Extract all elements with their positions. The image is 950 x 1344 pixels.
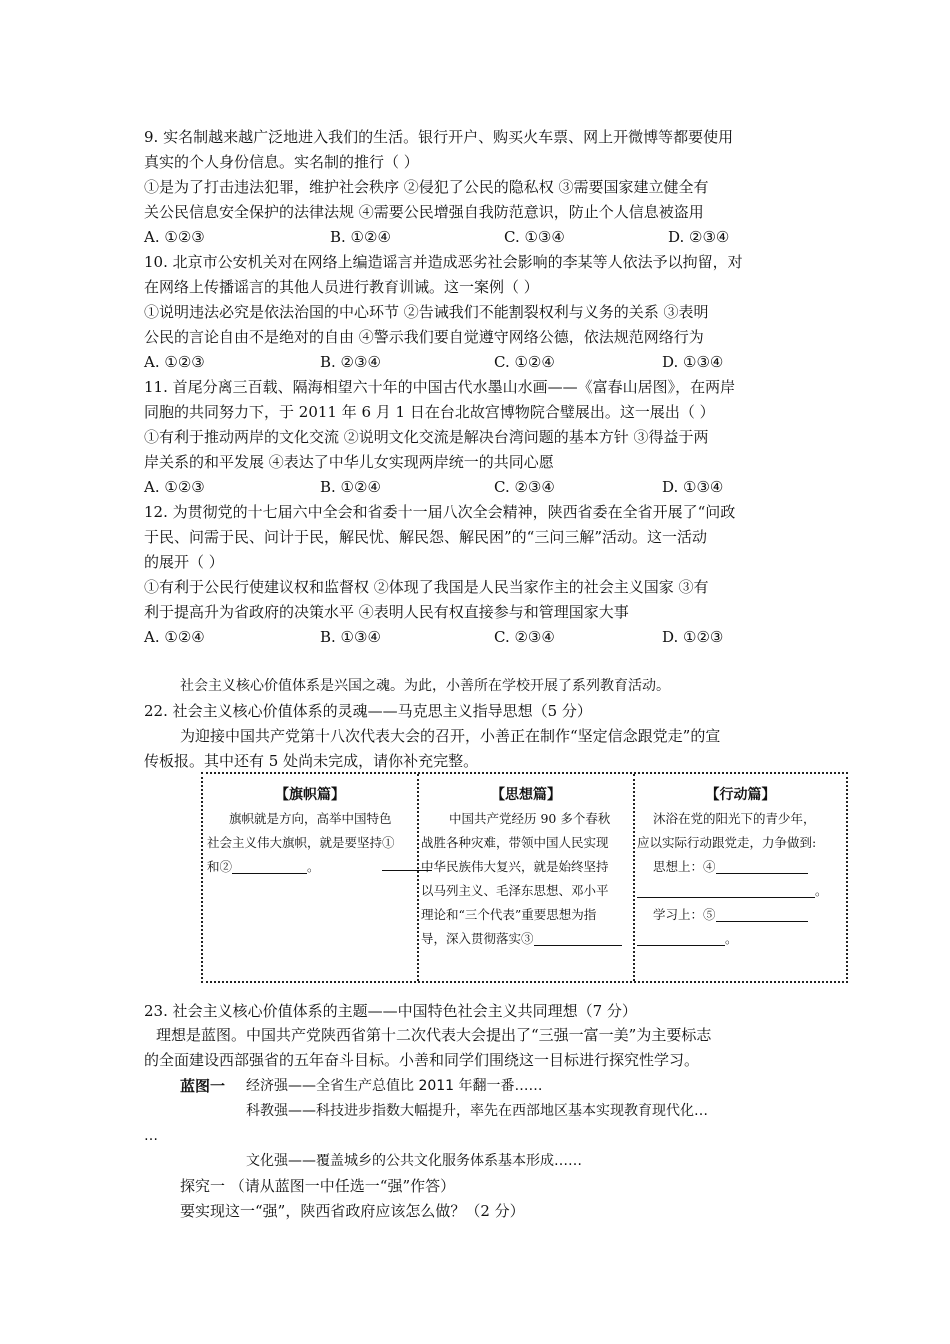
panel-text-line: 和② 。: [207, 859, 320, 874]
blueprint-item: 文化强——覆盖城乡的公共文化服务体系基本形成……: [246, 1153, 582, 1169]
answer-blank-4-cont[interactable]: [637, 885, 815, 898]
explore-title: 探究一 （请从蓝图一中任选一“强”作答）: [180, 1177, 456, 1195]
panel-text-line: 。: [637, 932, 738, 946]
panel-text-line: 。: [637, 884, 828, 898]
q10-line: 10. 北京市公安机关对在网络上编造谣言并造成恶劣社会影响的李某等人依法予以拘留，对: [144, 253, 743, 271]
panel-title: 【行动篇】: [705, 787, 776, 803]
q12-line: 于民、问需于民、问计于民，解民忧、解民怨、解民困”的“三问三解”活动。这一活动: [144, 528, 708, 546]
q9-line: 关公民信息安全保护的法律法规 ④需要公民增强自我防范意识，防止个人信息被盗用: [144, 203, 704, 221]
q23-line: 的全面建设西部强省的五年奋斗目标。小善和同学们围绕这一目标进行探究性学习。: [144, 1051, 700, 1069]
panel-text: 中国共产党经历 90 多个春秋: [449, 811, 611, 826]
q10-option-c: C. ①②④: [494, 353, 555, 371]
panel-title: 【思想篇】: [491, 787, 561, 803]
panel-text: 中华民族伟大复兴，就是始终坚持: [421, 859, 609, 874]
q12-option-c: C. ②③④: [494, 628, 555, 646]
panel-banner: [203, 774, 417, 981]
panel-text-line: 学习上：⑤: [653, 908, 808, 922]
answer-blank-4[interactable]: [716, 861, 808, 874]
q12-option-d: D. ①②③: [662, 628, 724, 646]
q10-option-b: B. ②③④: [320, 353, 381, 371]
q12-option-b: B. ①③④: [320, 628, 381, 646]
q12-option-a: A. ①②④: [144, 628, 205, 646]
q9-line: ①是为了打击违法犯罪，维护社会秩序 ②侵犯了公民的隐私权 ③需要国家建立健全有: [144, 178, 709, 196]
panel-text: 战胜各种灾难，带领中国人民实现: [421, 835, 609, 850]
blackboard-newspaper: [201, 772, 848, 983]
panel-text: 沐浴在党的阳光下的青少年，: [653, 811, 816, 826]
q11-option-d: D. ①③④: [662, 478, 724, 496]
panel-title: 【旗帜篇】: [275, 787, 345, 803]
q9-option-d: D. ②③④: [668, 228, 730, 246]
q12-line: 12. 为贯彻党的十七届六中全会和省委十一届八次全会精神，陕西省委在全省开展了“问政: [144, 503, 736, 521]
q22-line: 为迎接中国共产党第十八次代表大会的召开，小善正在制作“坚定信念跟党走”的宣: [180, 727, 721, 745]
q9-option-b: B. ①②④: [330, 228, 391, 246]
panel-text-line: 思想上：④: [653, 860, 808, 874]
answer-blank-3[interactable]: [534, 933, 622, 946]
q12-line: 的展开（ ）: [144, 553, 224, 571]
panel-action: [633, 774, 846, 981]
q23-line: 理想是蓝图。中国共产党陕西省第十二次代表大会提出了“三强一富一美”为主要标志: [156, 1026, 712, 1044]
q11-option-a: A. ①②③: [144, 478, 205, 496]
answer-blank-2[interactable]: [232, 861, 307, 874]
q11-option-c: C. ②③④: [494, 478, 555, 496]
q10-option-d: D. ①③④: [662, 353, 724, 371]
q11-line: 11. 首尾分离三百载、隔海相望六十年的中国古代水墨山水画——《富春山居图》，在两岸: [144, 378, 736, 396]
blueprint-label: 蓝图一: [180, 1077, 226, 1095]
q9-option-a: A. ①②③: [144, 228, 205, 246]
explore-question: 要实现这一“强”，陕西省政府应该怎么做？（2 分）: [180, 1202, 525, 1220]
q10-line: 公民的言论自由不是绝对的自由 ④警示我们要自觉遵守网络公德，依法规范网络行为: [144, 328, 704, 346]
q9-option-c: C. ①③④: [504, 228, 565, 246]
blueprint-item: 科教强——科技进步指数大幅提升，率先在西部地区基本实现教育现代化…: [246, 1103, 708, 1119]
q23-title: 23. 社会主义核心价值体系的主题——中国特色社会主义共同理想（7 分）: [144, 1002, 637, 1020]
panel-text: 以马列主义、毛泽东思想、邓小平: [421, 883, 609, 898]
panel-text: 旗帜就是方向，高举中国特色: [229, 811, 392, 826]
q22-line: 传板报。其中还有 5 处尚未完成，请你补充完整。: [144, 752, 479, 770]
q11-option-b: B. ①②④: [320, 478, 381, 496]
blueprint-item: 经济强——全省生产总值比 2011 年翻一番……: [246, 1078, 543, 1094]
answer-blank-1[interactable]: [382, 858, 432, 871]
section-intro: 社会主义核心价值体系是兴国之魂。为此，小善所在学校开展了系列教育活动。: [180, 678, 670, 694]
q9-line: 真实的个人身份信息。实名制的推行（ ）: [144, 153, 419, 171]
q9-line: 9. 实名制越来越广泛地进入我们的生活。银行开户、购买火车票、网上开微博等都要使用: [144, 128, 734, 146]
q10-option-a: A. ①②③: [144, 353, 205, 371]
q12-line: ①有利于公民行使建议权和监督权 ②体现了我国是人民当家作主的社会主义国家 ③有: [144, 578, 709, 596]
q10-line: ①说明违法必究是依法治国的中心环节 ②告诫我们不能割裂权利与义务的关系 ③表明: [144, 303, 709, 321]
panel-text: 应以实际行动跟党走，力争做到:: [637, 835, 817, 850]
q22-title: 22. 社会主义核心价值体系的灵魂——马克思主义指导思想（5 分）: [144, 702, 592, 720]
q11-line: 岸关系的和平发展 ④表达了中华儿女实现两岸统一的共同心愿: [144, 453, 554, 471]
q10-line: 在网络上传播谣言的其他人员进行教育训诫。这一案例（ ）: [144, 278, 539, 296]
blueprint-item: …: [144, 1128, 158, 1144]
q11-line: 同胞的共同努力下，于 2011 年 6 月 1 日在台北故宫博物院合璧展出。这一展出（ ）: [144, 403, 715, 421]
panel-text-line: 导，深入贯彻落实③: [421, 932, 622, 946]
q12-line: 利于提高升为省政府的决策水平 ④表明人民有权直接参与和管理国家大事: [144, 603, 629, 621]
answer-blank-5-cont[interactable]: [637, 933, 725, 946]
panel-thought: [417, 774, 633, 981]
panel-text: 社会主义伟大旗帜，就是要坚持①: [207, 835, 395, 850]
q11-line: ①有利于推动两岸的文化交流 ②说明文化交流是解决台湾问题的基本方针 ③得益于两: [144, 428, 709, 446]
answer-blank-5[interactable]: [716, 909, 808, 922]
panel-text: 理论和“三个代表”重要思想为指: [421, 907, 597, 922]
